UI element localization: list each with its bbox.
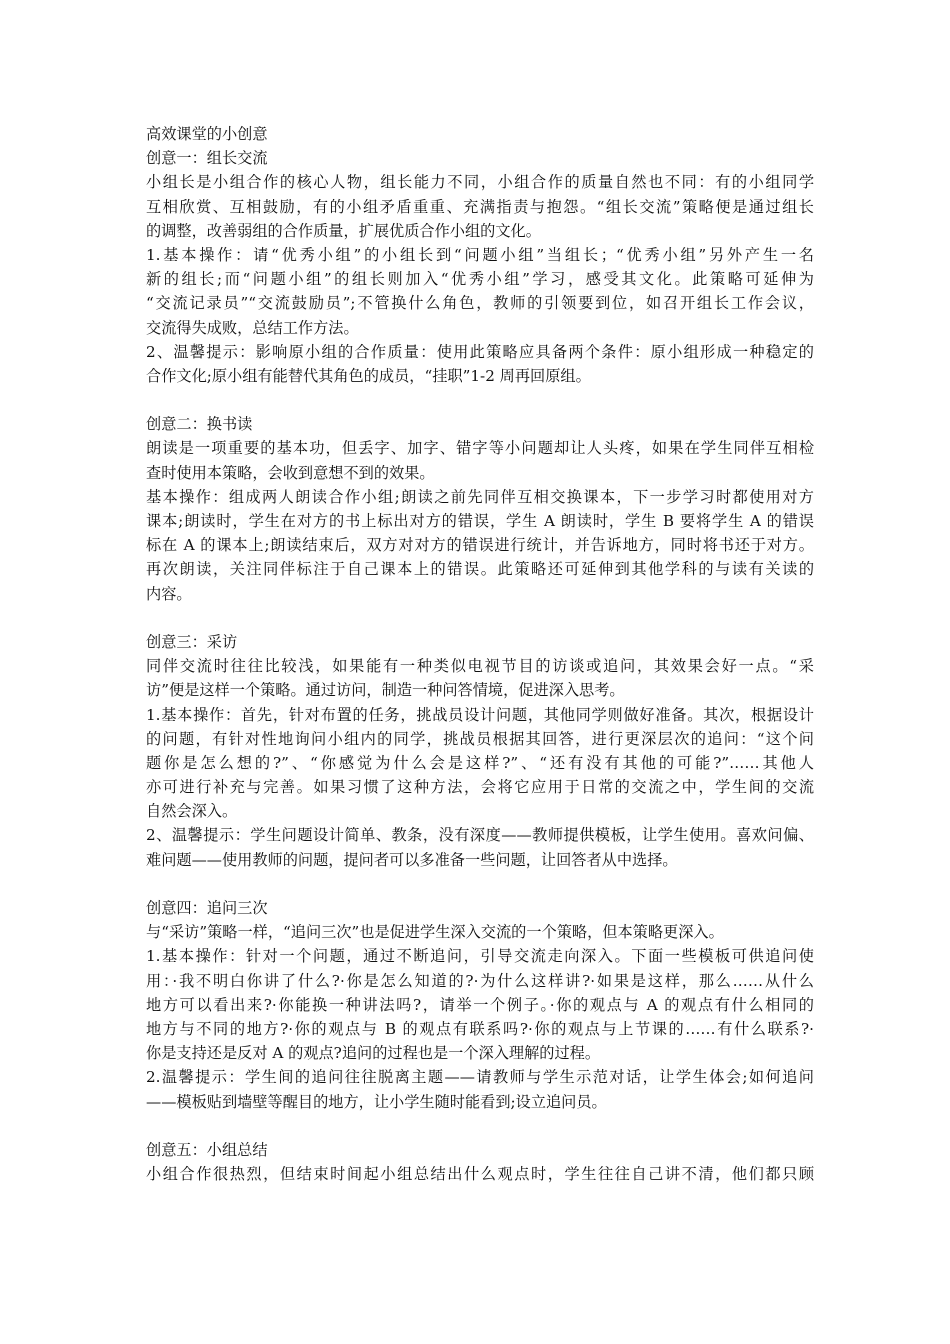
paragraph-line: 小组合作很热烈，但结束时间起小组总结出什么观点时，学生往往自己讲不清，他们都只顾 [146, 1165, 814, 1184]
paragraph-line: 内容。 [146, 584, 192, 603]
paragraph-line: 亦可进行补充与完善。如果习惯了这种方法，会将它应用于日常的交流之中，学生间的交流 [146, 778, 814, 797]
paragraph-line: 2、温馨提示：影响原小组的合作质量：使用此策略应具备两个条件：原小组形成一种稳定的 [146, 342, 814, 361]
paragraph-line: 课本;朗读时，学生在对方的书上标出对方的错误，学生 A 朗读时，学生 B 要将学生 A 的错误 [146, 512, 814, 530]
paragraph-line: 2、温馨提示：学生问题设计简单、教条，没有深度——教师提供模板，让学生使用。喜欢问偏、 [146, 826, 814, 845]
paragraph-line: 标在 A 的课本上;朗读结束后，双方对对方的错误进行统计，并告诉地方，同时将书还于对方。 [146, 536, 814, 555]
paragraph-line: “交流记录员”“交流鼓励员”;不管换什么角色，教师的引领要到位，如召开组长工作会议， [146, 294, 814, 313]
paragraph-line: 地方可以看出来?·你能换一种讲法吗?，请举一个例子。·你的观点与 A 的观点有什么相同的 [146, 995, 814, 1014]
paragraph-line: 新的组长;而“问题小组”的组长则加入“优秀小组”学习，感受其文化。此策略可延伸为 [146, 270, 814, 289]
paragraph-line: 同伴交流时往往比较浅，如果能有一种类似电视节目的访谈或追问，其效果会好一点。“采 [146, 657, 814, 676]
section-heading: 创意一：组长交流 [146, 149, 268, 168]
paragraph-line: 用：·我不明白你讲了什么?·你是怎么知道的?·为什么这样讲?·如果是这样，那么……从什么 [146, 971, 814, 990]
paragraph-line: 与“采访”策略一样，“追问三次”也是促进学生深入交流的一个策略，但本策略更深入。 [146, 923, 724, 942]
paragraph-line: 朗读是一项重要的基本功，但丢字、加字、错字等小问题却让人头疼，如果在学生同伴互相检 [146, 439, 814, 458]
document-title: 高效课堂的小创意 [146, 125, 268, 143]
section-heading: 创意三：采访 [146, 632, 238, 651]
document-page [146, 122, 814, 1186]
paragraph-line: 自然会深入。 [146, 802, 238, 821]
section-spacer [146, 1114, 814, 1138]
paragraph-line: ——模板贴到墙壁等醒目的地方，让小学生随时能看到;设立追问员。 [146, 1092, 607, 1111]
paragraph-line: 2.温馨提示：学生间的追问往往脱离主题——请教师与学生示范对话，让学生体会;如何追问 [146, 1068, 814, 1087]
paragraph-line: 的调整，改善弱组的合作质量，扩展优质合作小组的文化。 [146, 221, 541, 240]
section-heading: 创意五：小组总结 [146, 1140, 268, 1159]
section-spacer [146, 872, 814, 896]
paragraph-line: 交流得失成败，总结工作方法。 [146, 318, 359, 337]
paragraph-line: 的问题，有针对性地询问小组内的同学，挑战员根据其回答，进行更深层次的追问：“这个问 [146, 729, 814, 748]
paragraph-line: 查时使用本策略，会收到意想不到的效果。 [146, 463, 435, 482]
section-spacer [146, 606, 814, 630]
paragraph-line: 1.基本操作：请“优秀小组”的小组长到“问题小组”当组长；“优秀小组”另外产生一名 [146, 245, 814, 264]
paragraph-line: 合作文化;原小组有能替代其角色的成员，“挂职”1-2 周再回原组。 [146, 366, 591, 385]
paragraph-line: 小组长是小组合作的核心人物，组长能力不同，小组合作的质量自然也不同：有的小组同学 [146, 173, 814, 192]
paragraph-line: 访”便是这样一个策略。通过访问，制造一种问答情境，促进深入思考。 [146, 681, 625, 700]
section-heading: 创意四：追问三次 [146, 899, 268, 917]
paragraph-line: 再次朗读，关注同伴标注于自己课本上的错误。此策略还可延伸到其他学科的与读有关读的 [146, 560, 814, 579]
paragraph-line: 题你是怎么想的?”、“你感觉为什么会是这样?”、“还有没有其他的可能?”……其他人 [146, 753, 814, 772]
paragraph-line: 1.基本操作：首先，针对布置的任务，挑战员设计问题，其他同学则做好准备。其次，根据设计 [146, 705, 814, 724]
paragraph-line: 你是支持还是反对 A 的观点?追问的过程也是一个深入理解的过程。 [146, 1044, 601, 1063]
section-spacer [146, 388, 814, 412]
paragraph-line: 基本操作：组成两人朗读合作小组;朗读之前先同伴互相交换课本，下一步学习时都使用对方 [146, 487, 814, 506]
paragraph-line: 难问题——使用教师的问题，提问者可以多准备一些问题，让回答者从中选择。 [146, 850, 678, 869]
paragraph-line: 互相欣赏、互相鼓励，有的小组矛盾重重、充满指责与抱怨。“组长交流”策略便是通过组长 [146, 197, 814, 216]
paragraph-line: 1.基本操作：针对一个问题，通过不断追问，引导交流走向深入。下面一些模板可供追问使 [146, 947, 814, 966]
paragraph-line: 地方与不同的地方?·你的观点与 B 的观点有联系吗?·你的观点与上节课的……有什么联系?· [146, 1019, 814, 1038]
section-heading: 创意二：换书读 [146, 415, 253, 434]
